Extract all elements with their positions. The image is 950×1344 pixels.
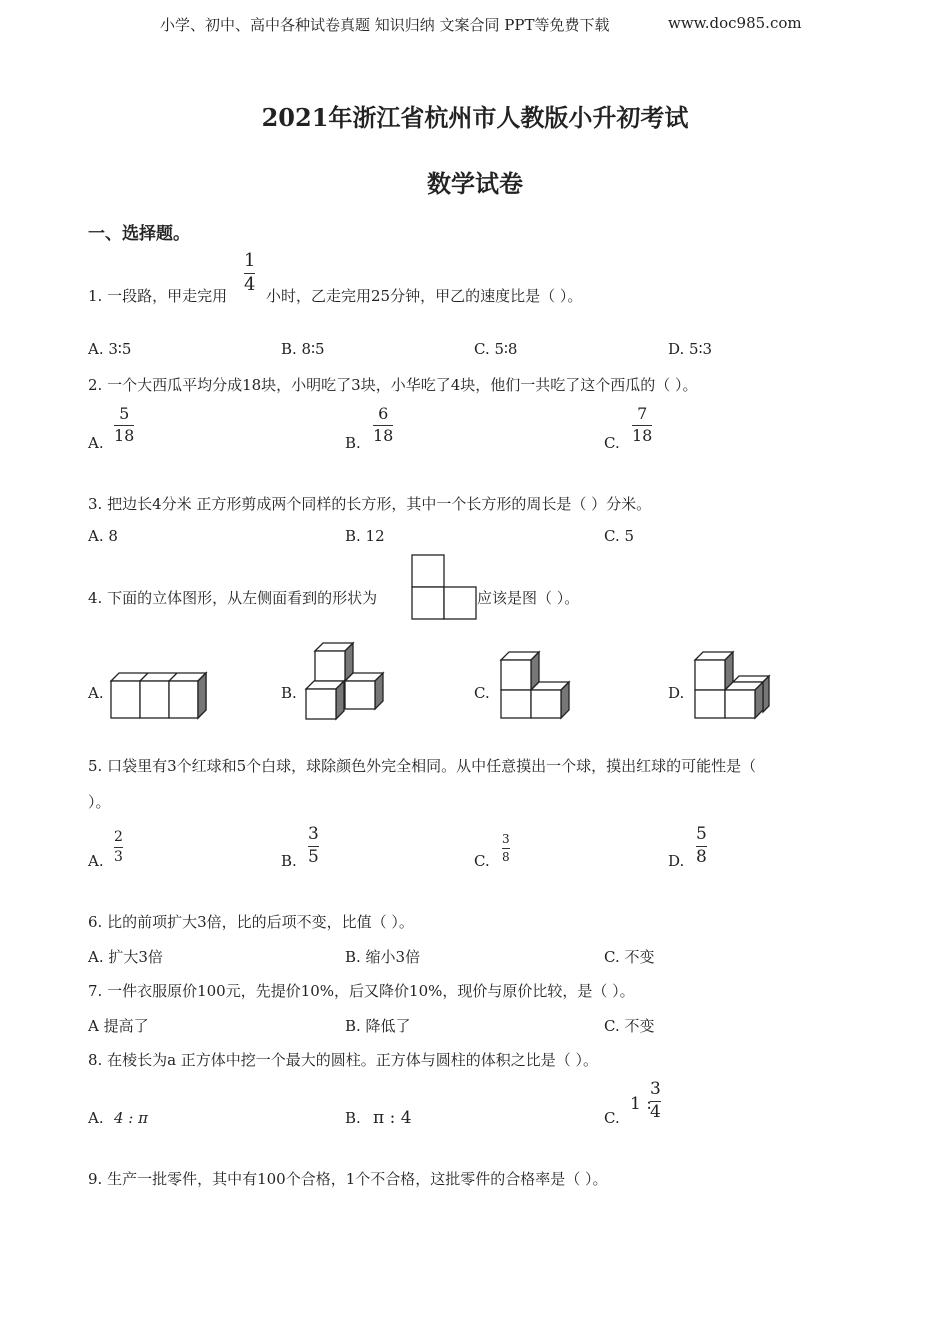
cube-figure-a [108,664,223,720]
fraction-numerator: 6 [378,404,389,423]
fraction-denominator: 4 [244,273,256,295]
fraction-numerator: 3 [650,1079,661,1099]
question-8-option-b-value: π : 4 [373,1108,412,1128]
question-5-line1: 5. 口袋里有3个红球和5个白球，球除颜色外完全相同。从中任意摸出一个球，摸出红球的可能性是（ [88,757,757,775]
question-1-option-c: C. 5∶8 [474,340,518,358]
fraction-numerator: 3 [308,824,319,844]
fraction-numerator: 2 [114,829,123,845]
question-3-option-c: C. 5 [604,527,635,545]
question-6-option-a: A. 扩大3倍 [88,948,163,966]
page-subtitle: 数学试卷 [427,169,523,198]
fraction-denominator: 5 [308,846,319,867]
question-4-option-b-label: B. [281,684,297,702]
question-4-option-d-label: D. [668,684,685,702]
fraction-numerator: 5 [696,824,707,844]
question-7-text: 7. 一件衣服原价100元，先提价10%，后又降价10%，现价与原价比较，是（ ）。 [88,982,635,1000]
question-1-post: 小时，乙走完用25分钟，甲乙的速度比是（ ）。 [266,287,583,305]
fraction-denominator: 18 [373,425,394,445]
question-7-option-a: A 提高了 [88,1017,149,1035]
question-8-option-a-value: 4 : π [114,1109,148,1127]
question-3-text: 3. 把边长4分米 正方形剪成两个同样的长方形，其中一个长方形的周长是（ ）分米。 [88,495,652,513]
fraction-denominator: 3 [114,848,123,865]
question-2-option-b-label: B. [345,434,361,452]
question-4-option-c-label: C. [474,684,490,702]
header-website: www.doc985.com [668,14,802,32]
question-5-option-d-fraction [696,826,707,867]
question-6-option-b: B. 缩小3倍 [345,948,421,966]
question-3-option-a: A. 8 [88,527,118,545]
cube-figure-b [303,639,393,721]
page-title: 2021年浙江省杭州市人教版小升初考试 [261,103,689,132]
question-5-line2: ）。 [88,793,111,811]
question-4-option-a-label: A. [88,684,104,702]
section-heading: 一、选择题。 [88,224,190,244]
fraction-numerator: 7 [637,404,648,423]
question-1-option-d: D. 5∶3 [668,340,713,358]
question-5-option-d-label: D. [668,852,685,870]
cube-figure-d [692,648,777,720]
question-4-pre: 4. 下面的立体图形，从左侧面看到的形状为 [88,589,378,607]
question-2-option-c-label: C. [604,434,620,452]
question-2-option-a-fraction [114,406,134,445]
side-view-shape-figure [411,554,477,620]
header-left-text: 小学、初中、高中各种试卷真题 知识归纳 文案合同 PPT等免费下载 [160,16,610,34]
fraction-denominator: 8 [502,849,510,864]
question-4-post: 应该是图（ ）。 [477,589,580,607]
fraction-denominator: 18 [114,425,135,445]
question-6-text: 6. 比的前项扩大3倍，比的后项不变，比值（ ）。 [88,913,414,931]
question-8-option-b-label: B. [345,1109,361,1127]
question-5-option-c-fraction [502,833,510,863]
cube-figure-c [498,648,573,720]
question-5-option-a-label: A. [88,852,104,870]
fraction-numerator: 3 [502,832,510,846]
fraction-denominator: 8 [696,846,707,867]
fraction-denominator: 18 [632,425,653,445]
question-1-pre: 1. 一段路，甲走完用 [88,287,228,305]
question-1-option-b: B. 8∶5 [281,340,325,358]
question-7-option-b: B. 降低了 [345,1017,411,1035]
question-3-option-b: B. 12 [345,527,385,545]
question-5-option-a-fraction [114,830,123,864]
question-6-option-c: C. 不变 [604,948,655,966]
question-2-text: 2. 一个大西瓜平均分成18块，小明吃了3块，小华吃了4块，他们一共吃了这个西瓜的（ ）。 [88,376,698,394]
fraction-denominator: 4 [650,1101,661,1122]
question-8-option-c-fraction [650,1081,661,1122]
question-9-text: 9. 生产一批零件，其中有100个合格，1个不合格，这批零件的合格率是（ ）。 [88,1170,608,1188]
question-8-text: 8. 在棱长为a 正方体中挖一个最大的圆柱。正方体与圆柱的体积之比是（ ）。 [88,1051,599,1069]
fraction-bar [114,847,123,848]
question-8-option-a-label: A. [88,1109,104,1127]
question-7-option-c: C. 不变 [604,1017,655,1035]
question-2-option-c-fraction [632,406,652,445]
question-5-option-b-label: B. [281,852,297,870]
question-2-option-a-label: A. [88,434,104,452]
question-1-fraction [244,252,255,295]
question-5-option-c-label: C. [474,852,490,870]
question-8-option-c-label: C. [604,1109,620,1127]
question-5-option-b-fraction [308,826,319,867]
question-2-option-b-fraction [373,406,393,445]
question-8-option-c-prefix: 1 : [630,1094,652,1114]
fraction-bar [502,848,510,849]
question-1-option-a: A. 3∶5 [88,340,132,358]
fraction-numerator: 5 [119,404,130,423]
fraction-numerator: 1 [244,250,256,271]
